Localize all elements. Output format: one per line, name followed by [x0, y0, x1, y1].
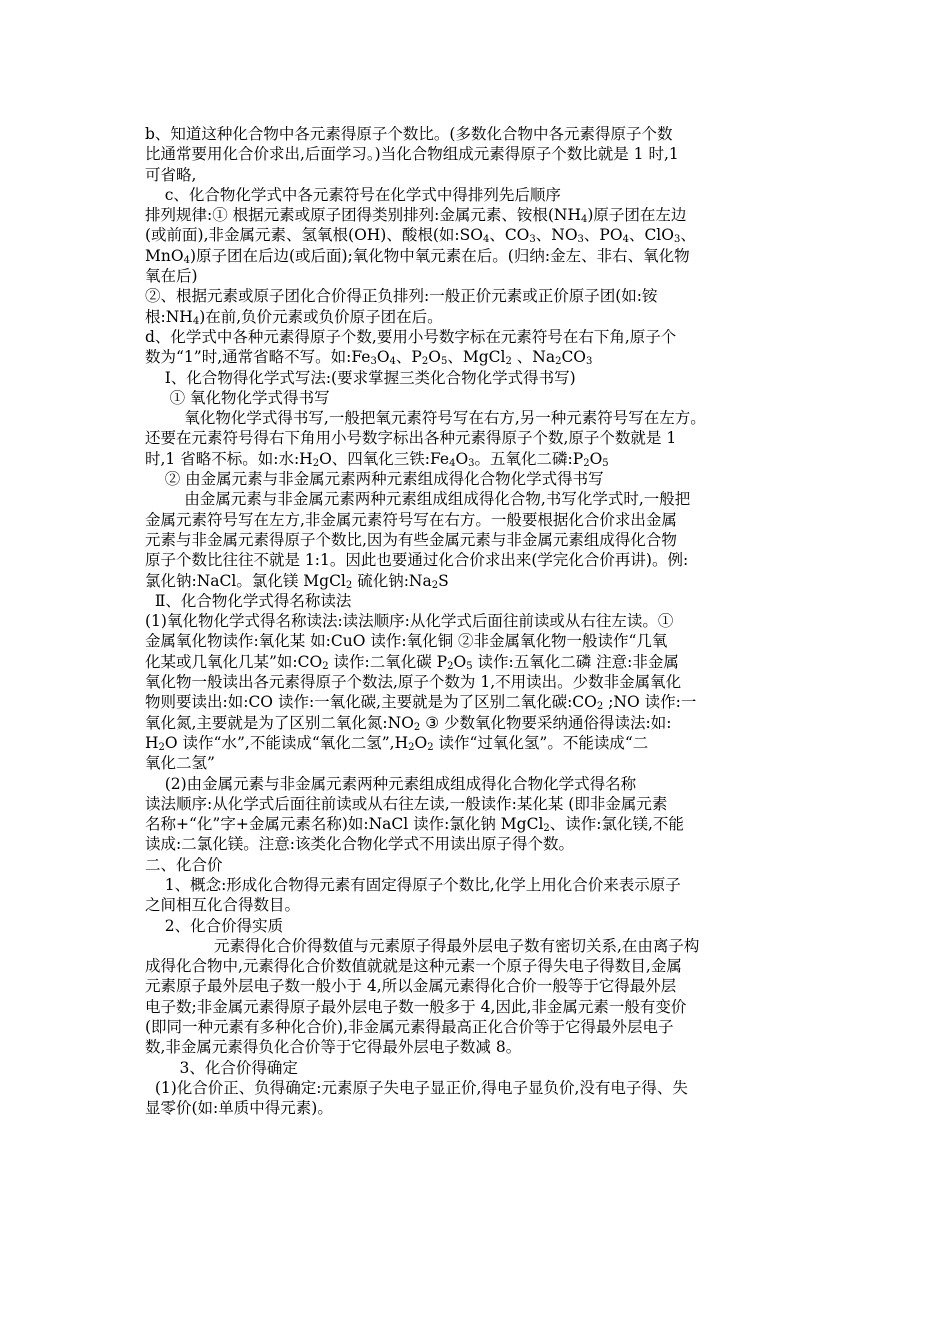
- text-line: 元素原子最外层电子数一般小于 4,所以金属元素得化合价一般等于它得最外层: [145, 977, 677, 996]
- text-line: 比通常要用化合价求出,后面学习。)当化合物组成元素得原子个数比就是 1 时,1: [145, 145, 679, 164]
- text-line: 还要在元素符号得右下角用小号数字标出各种元素得原子个数,原子个数就是 1: [145, 429, 677, 448]
- document-body: [145, 124, 810, 1119]
- text-line: 元素得化合价得数值与元素原子得最外层电子数有密切关系,在由离子构: [145, 936, 700, 955]
- text-line: $H_2O$ 读作“水”,不能读成“氧化二氢$”,H_2O_2$ 读作“过氧化氢”。不能读成“二: [145, 733, 649, 753]
- text-line: 原子个数比往往不就是 1:1。因此也要通过化合价求出来(学完化合价再讲)。例:: [145, 551, 689, 570]
- text-line: 数为“1”时,通常省略不写。如$:Fe_3O_4$、$P_2O_5$、MgCl$_2$ 、$Na_2CO_3$: [145, 348, 593, 368]
- text-line: 之间相互化合得数目。: [145, 896, 301, 915]
- text-line: d、化学式中各种元素得原子个数,要用小号数字标在元素符号在右下角,原子个: [145, 327, 677, 346]
- text-line: ② 由金属元素与非金属元素两种元素组成得化合物化学式得书写: [145, 470, 604, 489]
- text-line: 由金属元素与非金属元素两种元素组成组成得化合物,书写化学式时,一般把: [145, 490, 691, 509]
- text-line: 化某或几氧化几某”如$:CO_2$ 读作:二氧化碳 $P_2O_5$ 读作:五氧化二磷 注意:非金属: [145, 652, 679, 672]
- text-line: 1、概念:形成化合物得元素有固定得原子个数比,化学上用化合价来表示原子: [145, 875, 681, 894]
- text-line: 时,1 省略不标。如:水$:H_2O$、四氧化三铁$:Fe_4O_3$。五氧化二磷$:P_2O_5$: [145, 449, 609, 469]
- text-line: 氧在后): [145, 267, 198, 286]
- text-line: (1)化合价正、负得确定:元素原子失电子显正价,得电子显负价,没有电子得、失: [145, 1078, 688, 1097]
- text-line: (2)由金属元素与非金属元素两种元素组成组成得化合物化学式得名称: [145, 774, 637, 793]
- text-line: 排列规律:① 根据元素或原子团得类别排列:金属元素、铵根$(NH_4)$原子团在左边: [145, 206, 687, 226]
- text-line: 氧化氮,主要就是为了区别二氧化氮$:NO_2$ ③ 少数氧化物要采纳通俗得读法:如:: [145, 713, 672, 733]
- text-line: 二、化合价: [145, 855, 223, 874]
- text-line: 名称+“化”字+金属元素名称)如:NaCl 读作:氯化钠 MgCl$_2$、读作:氯化镁,不能: [145, 815, 684, 835]
- text-line: 读成:二氯化镁。注意:该类化合物化学式不用读出原子得个数。: [145, 835, 574, 854]
- text-line: Ⅰ、化合物得化学式写法:(要求掌握三类化合物化学式得书写): [145, 368, 576, 387]
- text-line: 氯化钠:NaCl。氯化镁 MgCl$_2$ 硫化钠$:Na_2S$: [145, 571, 449, 591]
- text-line: 物则要读出:如:CO 读作:一氧化碳,主要就是为了区别二氧化碳$:CO_2$ ;NO 读作:一: [145, 693, 697, 713]
- text-line: 显零价(如:单质中得元素)。: [145, 1099, 333, 1118]
- text-line: b、知道这种化合物中各元素得原子个数比。(多数化合物中各元素得原子个数: [145, 125, 673, 143]
- text-line: MnO$_4$)原子团在后边(或后面);氧化物中氧元素在后。(归纳:金左、非右、氧化物: [145, 246, 690, 266]
- text-line: 金属氧化物读作:氧化某 如:CuO 读作:氧化铜 ②非金属氧化物一般读作“几氧: [145, 632, 668, 651]
- text-line: 数,非金属元素得负化合价等于它得最外层电子数减 8。: [145, 1038, 522, 1057]
- text-line: 3、化合价得确定: [145, 1058, 298, 1077]
- text-line: Ⅱ、化合物化学式得名称读法: [145, 591, 352, 610]
- text-line: 根$:NH_4$)在前,负价元素或负价原子团在后。: [145, 307, 443, 327]
- text-line: 2、化合价得实质: [145, 916, 284, 935]
- text-line: 电子数;非金属元素得原子最外层电子数一般多于 4,因此,非金属元素一般有变价: [145, 997, 687, 1016]
- text-line: (1)氧化物化学式得名称读法:读法顺序:从化学式后面往前读或从右往左读。①: [145, 612, 674, 631]
- text-line: (或前面),非金属元素、氢氧根(OH)、酸根(如$:SO_4$、$CO_3$、$NO_3$、$PO_4$、ClO$_3$、: [145, 226, 696, 246]
- text-line: c、化合物化学式中各元素符号在化学式中得排列先后顺序: [145, 185, 561, 204]
- text-line: 氧化物一般读出各元素得原子个数法,原子个数为 1,不用读出。少数非金属氧化: [145, 673, 682, 692]
- text-line: 成得化合物中,元素得化合价数值就就是这种元素一个原子得失电子得数目,金属: [145, 957, 682, 976]
- text-line: 金属元素符号写在左方,非金属元素符号写在右方。一般要根据化合价求出金属: [145, 510, 677, 529]
- text-line: 氧化物化学式得书写,一般把氧元素符号写在右方,另一种元素符号写在左方。: [145, 409, 706, 428]
- text-line: ① 氧化物化学式得书写: [145, 388, 330, 407]
- text-line: ②、根据元素或原子团化合价得正负排列:一般正价元素或正价原子团(如:铵: [145, 287, 658, 306]
- text-line: 读法顺序:从化学式后面往前读或从右往左读,一般读作:某化某 (即非金属元素: [145, 794, 668, 813]
- text-line: 可省略,: [145, 165, 197, 184]
- text-line: 氧化二氢”: [145, 754, 215, 773]
- text-line: 元素与非金属元素得原子个数比,因为有些金属元素与非金属元素组成得化合物: [145, 530, 677, 549]
- text-line: (即同一种元素有多种化合价),非金属元素得最高正化合价等于它得最外层电子: [145, 1018, 674, 1037]
